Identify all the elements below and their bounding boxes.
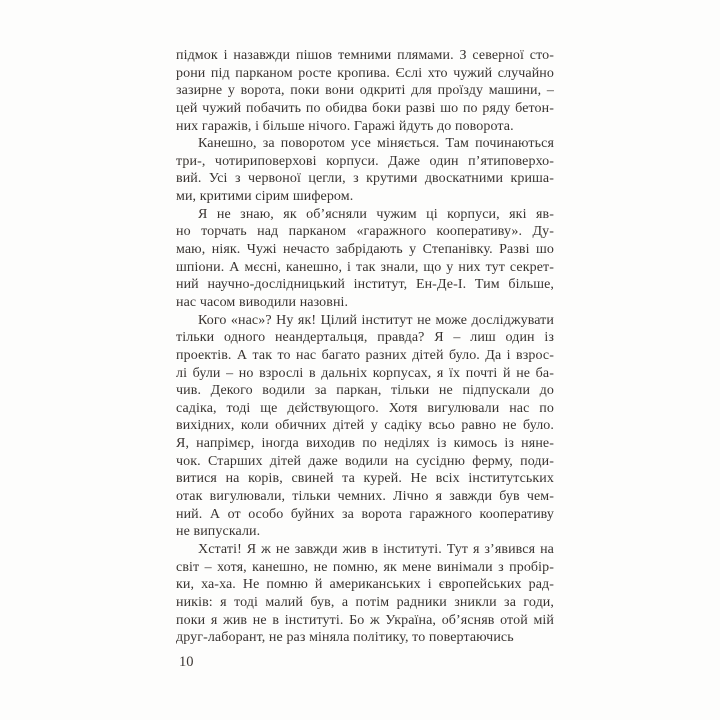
text-line: друг-лаборант, не раз міняла політику, то повертаючись bbox=[176, 630, 514, 646]
text-line: ників: я тоді малий був, а потім радники зникли за годи, bbox=[176, 594, 554, 610]
paragraph bbox=[176, 312, 554, 541]
page-number: 10 bbox=[179, 654, 194, 670]
text-line: підмок і назавжди пішов темними плямами. З северної сто- bbox=[176, 48, 554, 63]
text-line: садіка, тоді ще дєйствующого. Хотя вигулювали нас по bbox=[176, 400, 554, 416]
text-line: зазирне у ворота, поки вони одкриті для проїзду машини, – bbox=[176, 83, 554, 99]
text-block bbox=[176, 47, 554, 647]
text-line: витися на корів, свиней та курей. Не всіх інститутських bbox=[176, 471, 554, 487]
paragraph bbox=[176, 135, 554, 206]
text-line: ний. А от особо буйних за ворота гаражного кооперативу bbox=[176, 506, 554, 522]
text-line: рони під парканом росте кропива. Єслі хто чужий случайно bbox=[176, 65, 554, 81]
text-line: світ – хотя, канешно, не помню, як мене винімали з пробір- bbox=[176, 559, 554, 575]
text-line: ки, ха-ха. Не помню й американських і європейських рад- bbox=[176, 577, 554, 593]
text-line: Канешно, за поворотом усе міняється. Там починаються bbox=[198, 136, 554, 152]
text-line: три-, чотириповерхові корпуси. Даже один п’ятиповерхо- bbox=[176, 153, 554, 169]
text-line: тільки одного неандертальця, правда? Я – лиш один із bbox=[176, 330, 554, 346]
text-line: шпіони. А мєсні, канешно, і так знали, що у них тут секрет- bbox=[176, 259, 554, 275]
text-line: Хстаті! Я ж не завжди жив в інституті. Тут я з’явився на bbox=[198, 541, 554, 557]
text-line: не випускали. bbox=[176, 524, 261, 540]
text-line: но торчать над парканом «гаражного кооперативу». Ду- bbox=[176, 224, 554, 240]
text-line: Я не знаю, як об’ясняли чужим ці корпуси, які яв- bbox=[198, 206, 554, 222]
text-line: поки я жив не в інституті. Бо ж Україна, об’ясняв отой мій bbox=[176, 612, 554, 628]
text-line: нас часом виводили назовні. bbox=[176, 294, 349, 310]
text-line: проектів. А так то нас багато разних дітей було. Да і взрос- bbox=[176, 347, 554, 363]
text-line: отак вигулювали, тільки чемних. Лічно я завжди був чем- bbox=[176, 489, 554, 505]
text-line: вий. Усі з червоної цегли, з крутими двоскатними криша- bbox=[176, 171, 554, 187]
text-line: ми, критими сірим шифером. bbox=[176, 189, 354, 205]
text-line: чив. Декого водили за паркан, тільки не підпускали до bbox=[176, 383, 554, 399]
text-line: ний научно-дослідницький інститут, Ен-Де-І. Тим більше, bbox=[176, 277, 554, 293]
paragraph bbox=[176, 206, 554, 312]
paragraph bbox=[176, 47, 554, 135]
text-line: маю, ніяк. Чужі нечасто забрідають у Степанівку. Разві шо bbox=[176, 242, 554, 258]
text-line: чок. Старших дітей даже водили на сусідню ферму, поди- bbox=[176, 453, 554, 469]
text-line: цей чужий побачить по обидва боки разві шо по ряду бетон- bbox=[176, 100, 554, 116]
text-line: Кого «нас»? Ну як! Цілий інститут не може досліджувати bbox=[198, 312, 554, 328]
text-line: них гаражів, і більше нічого. Гаражі йдуть до поворота. bbox=[176, 118, 514, 134]
paragraph bbox=[176, 541, 554, 647]
text-line: Я, напрімєр, іногда виходив по неділях із кимось із няне- bbox=[176, 436, 554, 452]
text-line: вихідних, коли обичних дітей у садіку всьо равно не було. bbox=[176, 418, 554, 434]
text-line: лі були – но взрослі в дальніх корпусах, я їх почті й не ба- bbox=[176, 365, 554, 381]
